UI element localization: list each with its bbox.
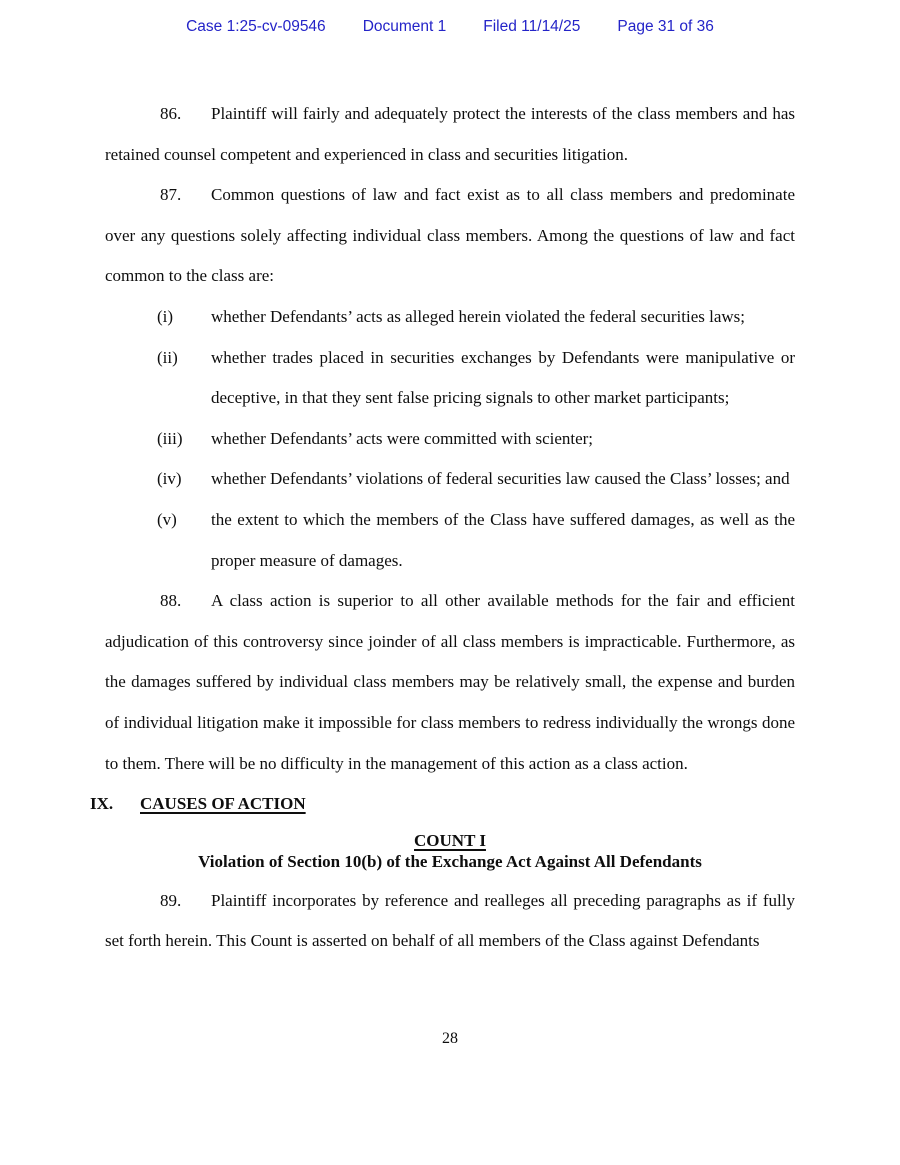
paragraph-87-number: 87.	[160, 185, 182, 205]
section-heading-title: CAUSES OF ACTION	[140, 794, 306, 814]
list-item-text: whether trades placed in securities exchanges by Defendants were manipulative or deceptive, in that they sent false pricing signals to other market participants;	[211, 347, 795, 408]
list-item	[105, 419, 795, 460]
case-number: Case 1:25-cv-09546	[186, 18, 326, 35]
paragraph-87-text: Common questions of law and fact exist as to all class members and predominate over any questions solely affecting individual class members. Among the questions of law and fact common to the class are:	[105, 185, 795, 286]
list-item-label: (iv)	[157, 469, 182, 489]
page-number: 28	[442, 1030, 458, 1047]
list-item-text: whether Defendants’ acts were committed with scienter;	[211, 428, 594, 448]
list-item-text: the extent to which the members of the Class have suffered damages, as well as the proper measure of damages.	[211, 509, 795, 570]
list-item	[105, 500, 795, 581]
section-heading-label: IX.	[90, 794, 114, 814]
common-questions-list	[105, 297, 795, 581]
page-number-footer	[0, 1028, 900, 1050]
document-body	[90, 94, 795, 962]
header-page-indicator: Page 31 of 36	[617, 18, 714, 35]
paragraph-89-number: 89.	[160, 890, 182, 910]
section-heading-causes-of-action	[90, 784, 795, 825]
paragraph-87	[105, 175, 795, 297]
filed-date: Filed 11/14/25	[483, 18, 581, 35]
paragraph-88-number: 88.	[160, 591, 182, 611]
paragraph-89	[105, 881, 795, 962]
list-item	[105, 338, 795, 419]
document-number: Document 1	[362, 18, 447, 35]
count-subtitle: Violation of Section 10(b) of the Exchange Act Against All Defendants	[198, 851, 702, 871]
court-stamp-header	[0, 0, 900, 37]
paragraph-88-text: A class action is superior to all other available methods for the fair and efficient adjudication of this controversy since joinder of all class members is impracticable. Furthermore, as the damages suffered by individual class members may be relatively small, the expense and burden of individual litigation make it impossible for class members to redress individually the wrongs done to them. There will be no difficulty in the management of this action as a class action.	[105, 591, 795, 773]
count-heading-block	[105, 830, 795, 872]
count-title	[105, 830, 795, 851]
list-item-label: (ii)	[157, 347, 178, 367]
list-item	[105, 459, 795, 500]
count-title-text: COUNT I	[414, 830, 486, 850]
paragraph-89-text: Plaintiff incorporates by reference and realleges all preceding paragraphs as if fully set forth herein. This Count is asserted on behalf of all members of the Class against Defendants	[105, 890, 795, 951]
list-item-label: (v)	[157, 509, 177, 529]
paragraph-86	[105, 94, 795, 175]
list-item-text: whether Defendants’ acts as alleged herein violated the federal securities laws;	[211, 306, 746, 326]
list-item-label: (i)	[157, 306, 174, 326]
list-item-text: whether Defendants’ violations of federal securities law caused the Class’ losses; and	[211, 469, 790, 489]
paragraph-88	[105, 581, 795, 784]
list-item-label: (iii)	[157, 428, 183, 448]
paragraph-86-number: 86.	[160, 104, 182, 123]
list-item	[105, 297, 795, 338]
paragraph-86-text: Plaintiff will fairly and adequately protect the interests of the class members and has retained counsel competent and experienced in class and securities litigation.	[105, 104, 795, 164]
